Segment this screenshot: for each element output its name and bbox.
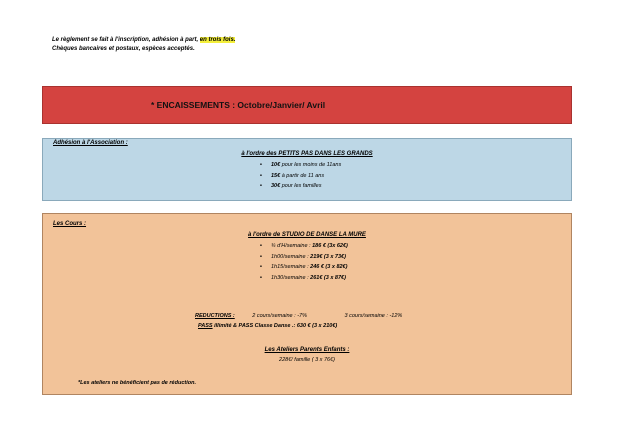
ateliers-price: 228€/ famille ( 3 x 76€) xyxy=(279,357,335,363)
pass-label: PASS xyxy=(198,323,213,329)
intro-line-1 xyxy=(52,36,235,45)
intro-text xyxy=(52,36,235,53)
cours-heading: Les Cours : xyxy=(53,221,87,227)
encaissements-banner xyxy=(42,86,572,124)
intro-line-2: Chèques bancaires et postaux, espèces acceptés. xyxy=(52,45,195,52)
intro-highlight: en trois fois. xyxy=(199,37,236,43)
cours-box xyxy=(42,213,572,395)
pass-rest: illimité & PASS Classe Danse .: 630 € (3 x 210€) xyxy=(212,323,338,329)
adhesion-box xyxy=(42,138,572,201)
list-item: • 15€ à partir de 11 ans xyxy=(260,171,341,182)
list-item: • 1h15/semaine : 246 € (3 x 82€) xyxy=(260,262,348,273)
list-item: • 1h00/semaine : 219€ (3 x 73€) xyxy=(260,252,348,263)
reduction-two: 2 cours/semaine : -7% xyxy=(252,313,307,319)
list-item: • 1h30/semaine : 261€ (3 x 87€) xyxy=(260,273,348,284)
list-item: • 30€ pour les familles xyxy=(260,181,341,192)
ateliers-heading: Les Ateliers Parents Enfants : xyxy=(264,347,350,353)
ateliers-note: *Les ateliers ne bénéficient pas de réduction. xyxy=(78,380,196,386)
reductions-line xyxy=(195,313,402,319)
reduction-three: 3 cours/semaine : -12% xyxy=(344,313,403,319)
adhesion-heading: Adhésion à l'Association : xyxy=(53,140,128,146)
reductions-label: REDUCTIONS : xyxy=(195,313,235,319)
adhesion-list xyxy=(260,160,341,192)
list-item: • ¾ d'H/semaine : 186 € (3x 62€) xyxy=(260,241,348,252)
cours-list xyxy=(260,241,348,283)
intro-line-1-text: Le règlement se fait à l'inscription, adhésion à part, xyxy=(52,37,200,43)
pass-line xyxy=(198,323,337,329)
adhesion-order: à l'ordre des PETITS PAS DANS LES GRANDS xyxy=(241,151,373,157)
list-item: • 10€ pour les moins de 11ans xyxy=(260,160,341,171)
cours-order: à l'ordre de STUDIO DE DANSE LA MURE xyxy=(248,232,366,238)
banner-title: * ENCAISSEMENTS : Octobre/Janvier/ Avril xyxy=(151,100,326,110)
